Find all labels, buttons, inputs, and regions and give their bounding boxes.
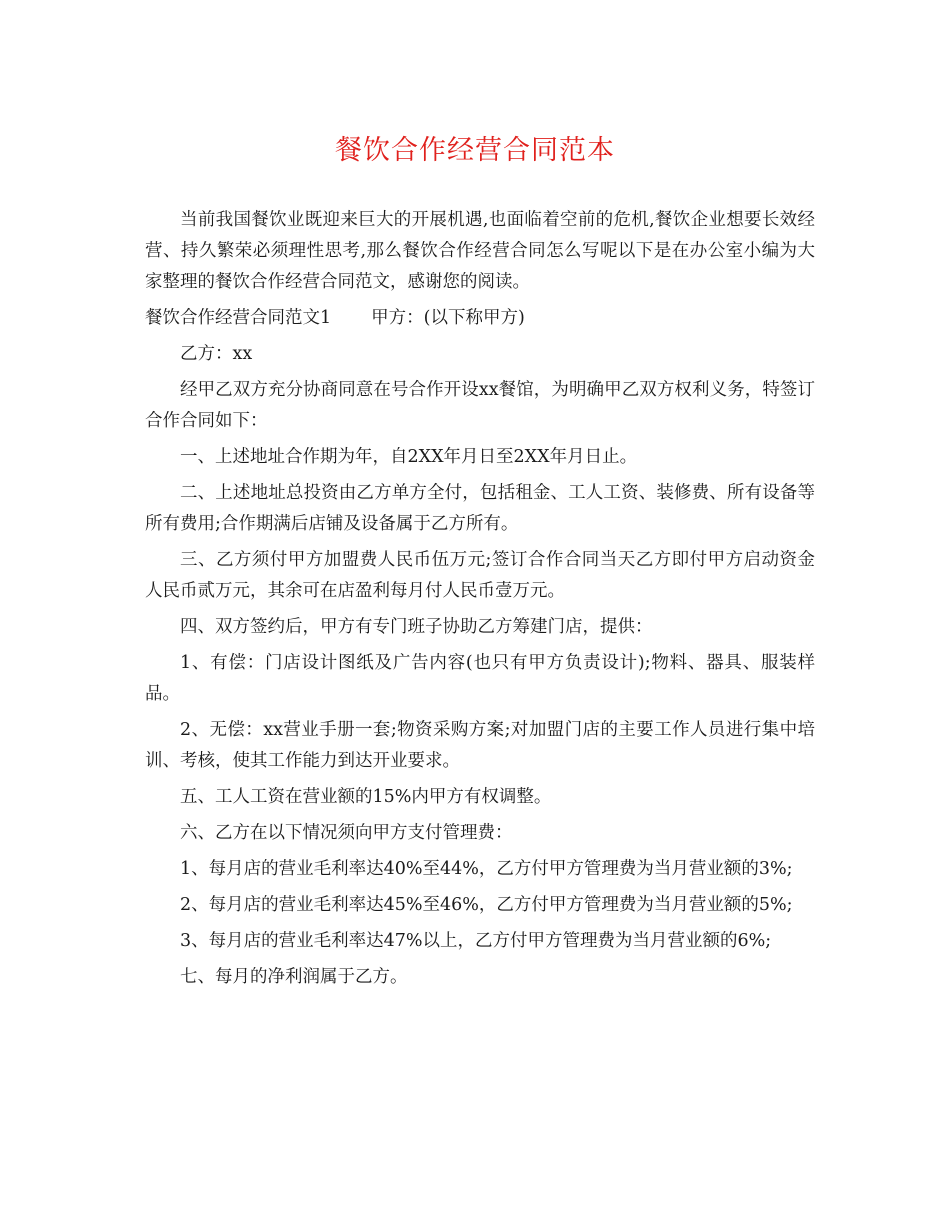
clause-paragraph: 1、有偿：门店设计图纸及广告内容(也只有甲方负责设计);物料、器具、服装样品。 bbox=[145, 653, 815, 704]
clause-paragraph: 2、无偿：xx营业手册一套;物资采购方案;对加盟门店的主要工作人员进行集中培训、考核，使其工作能力到达开业要求。 bbox=[145, 720, 815, 771]
clause-paragraph: 一、上述地址合作期为年，自2XX年月日至2XX年月日止。 bbox=[180, 447, 638, 467]
clause-paragraph: 四、双方签约后，甲方有专门班子协助乙方筹建门店，提供： bbox=[180, 617, 653, 637]
clause-paragraph: 3、每月店的营业毛利率达47%以上，乙方付甲方管理费为当月营业额的6%; bbox=[180, 931, 772, 951]
clause-paragraph: 七、每月的净利润属于乙方。 bbox=[180, 967, 408, 987]
party-a: 甲方：(以下称甲方) bbox=[371, 308, 525, 328]
section-heading: 餐饮合作经营合同范文1 bbox=[145, 308, 332, 328]
section-heading-line bbox=[145, 303, 815, 334]
party-b: 乙方：xx bbox=[180, 344, 253, 364]
clause-paragraph: 三、乙方须付甲方加盟费人民币伍万元;签订合作合同当天乙方即付甲方启动资金人民币贰万元，其余可在店盈利每月付人民币壹万元。 bbox=[145, 550, 815, 601]
clause-paragraph: 经甲乙双方充分协商同意在号合作开设xx餐馆，为明确甲乙双方权利义务，特签订合作合同如下： bbox=[145, 380, 815, 431]
clause-paragraph: 2、每月店的营业毛利率达45%至46%，乙方付甲方管理费为当月营业额的5%; bbox=[180, 895, 793, 915]
document-title: 餐饮合作经营合同范本 bbox=[335, 135, 615, 166]
intro-paragraph: 当前我国餐饮业既迎来巨大的开展机遇,也面临着空前的危机,餐饮企业想要长效经营、持久繁荣必须理性思考,那么餐饮合作经营合同怎么写呢以下是在办公室小编为大家整理的餐饮合作经营合同范文，感谢您的阅读。 bbox=[145, 210, 815, 292]
clause-paragraph: 二、上述地址总投资由乙方单方全付，包括租金、工人工资、装修费、所有设备等所有费用;合作期满后店铺及设备属于乙方所有。 bbox=[145, 483, 815, 534]
document-body bbox=[145, 205, 815, 998]
clause-paragraph: 1、每月店的营业毛利率达40%至44%，乙方付甲方管理费为当月营业额的3%; bbox=[180, 859, 793, 879]
clause-paragraph: 五、工人工资在营业额的15%内甲方有权调整。 bbox=[180, 787, 552, 807]
clause-paragraph: 六、乙方在以下情况须向甲方支付管理费： bbox=[180, 823, 513, 843]
